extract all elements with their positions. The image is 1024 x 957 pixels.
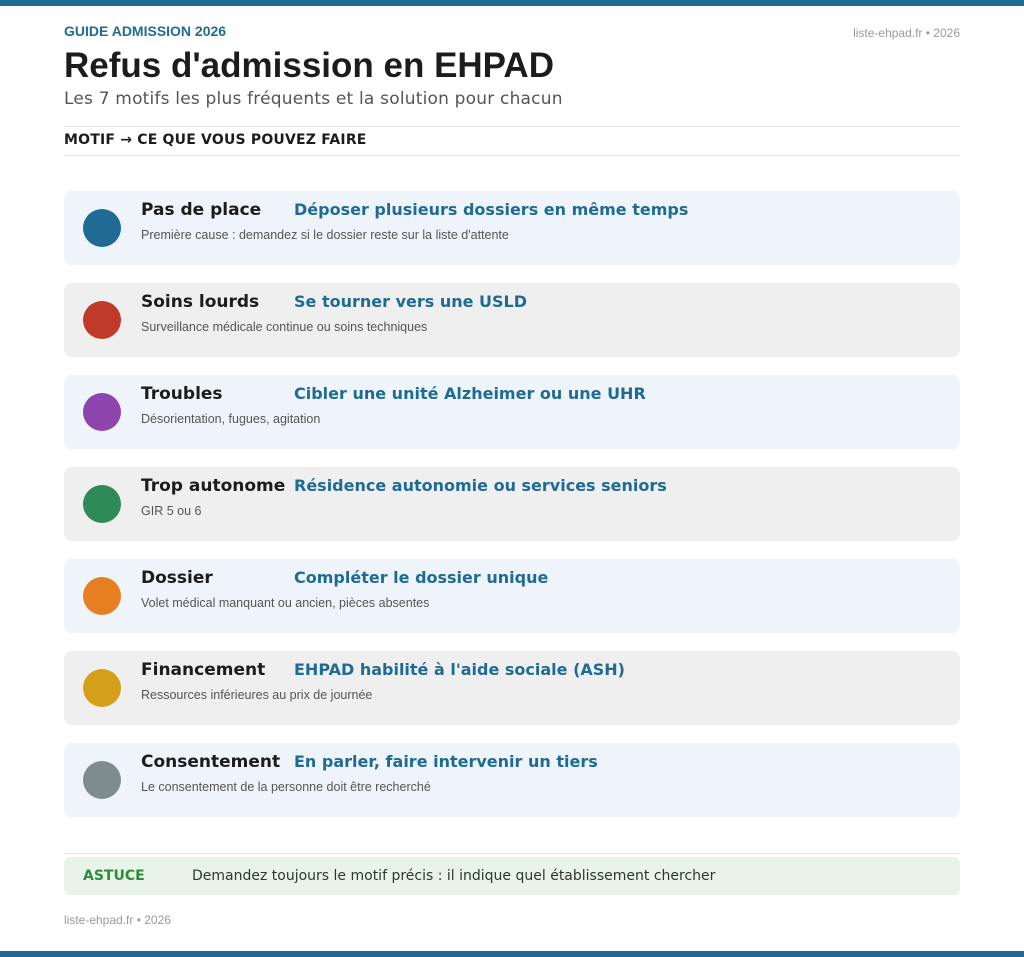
reason-dot [83,577,121,615]
divider [64,853,960,854]
reason-solution: Se tourner vers une USLD [294,292,528,311]
reason-card [64,651,960,725]
reason-solution: Résidence autonomie ou services seniors [294,476,667,495]
reason-dot [83,485,121,523]
reason-dot [83,209,121,247]
reason-solution: Déposer plusieurs dossiers en même temps [294,200,689,219]
reason-motif: Troubles [141,384,223,404]
reason-card [64,743,960,817]
reason-motif: Financement [141,660,266,680]
reason-card [64,375,960,449]
reason-description: Volet médical manquant ou ancien, pièces absentes [141,596,430,610]
reason-description: GIR 5 ou 6 [141,504,202,518]
reason-motif: Trop autonome [141,476,286,496]
reason-solution: EHPAD habilité à l'aide sociale (ASH) [294,660,625,679]
reason-card [64,559,960,633]
reason-dot [83,301,121,339]
reason-motif: Consentement [141,752,281,772]
tip-box [64,857,960,895]
reason-solution: En parler, faire intervenir un tiers [294,752,598,771]
reason-motif: Soins lourds [141,292,260,312]
reason-card [64,467,960,541]
reason-description: Le consentement de la personne doit être recherché [141,780,431,794]
reason-dot [83,393,121,431]
divider [64,126,960,127]
page-title: Refus d'admission en EHPAD [64,46,554,85]
reason-card [64,283,960,357]
guide-kicker: GUIDE ADMISSION 2026 [64,23,227,39]
reason-motif: Pas de place [141,200,262,220]
source-label-top: liste-ehpad.fr • 2026 [853,26,960,40]
page-subtitle: Les 7 motifs les plus fréquents et la solution pour chacun [64,89,563,109]
reason-solution: Cibler une unité Alzheimer ou une UHR [294,384,646,403]
top-accent-bar [0,0,1024,6]
tip-text: Demandez toujours le motif précis : il indique quel établissement chercher [192,868,716,884]
reason-dot [83,669,121,707]
reason-motif: Dossier [141,568,213,588]
reason-description: Désorientation, fugues, agitation [141,412,321,426]
divider [64,155,960,156]
reason-card [64,191,960,265]
reason-solution: Compléter le dossier unique [294,568,549,587]
tip-label: ASTUCE [83,868,145,884]
bottom-accent-bar [0,951,1024,957]
column-header: MOTIF → CE QUE VOUS POUVEZ FAIRE [64,132,367,148]
reason-description: Ressources inférieures au prix de journée [141,688,373,702]
reason-dot [83,761,121,799]
reason-description: Surveillance médicale continue ou soins techniques [141,320,428,334]
source-label-bottom: liste-ehpad.fr • 2026 [64,913,171,927]
reason-description: Première cause : demandez si le dossier reste sur la liste d'attente [141,228,509,242]
